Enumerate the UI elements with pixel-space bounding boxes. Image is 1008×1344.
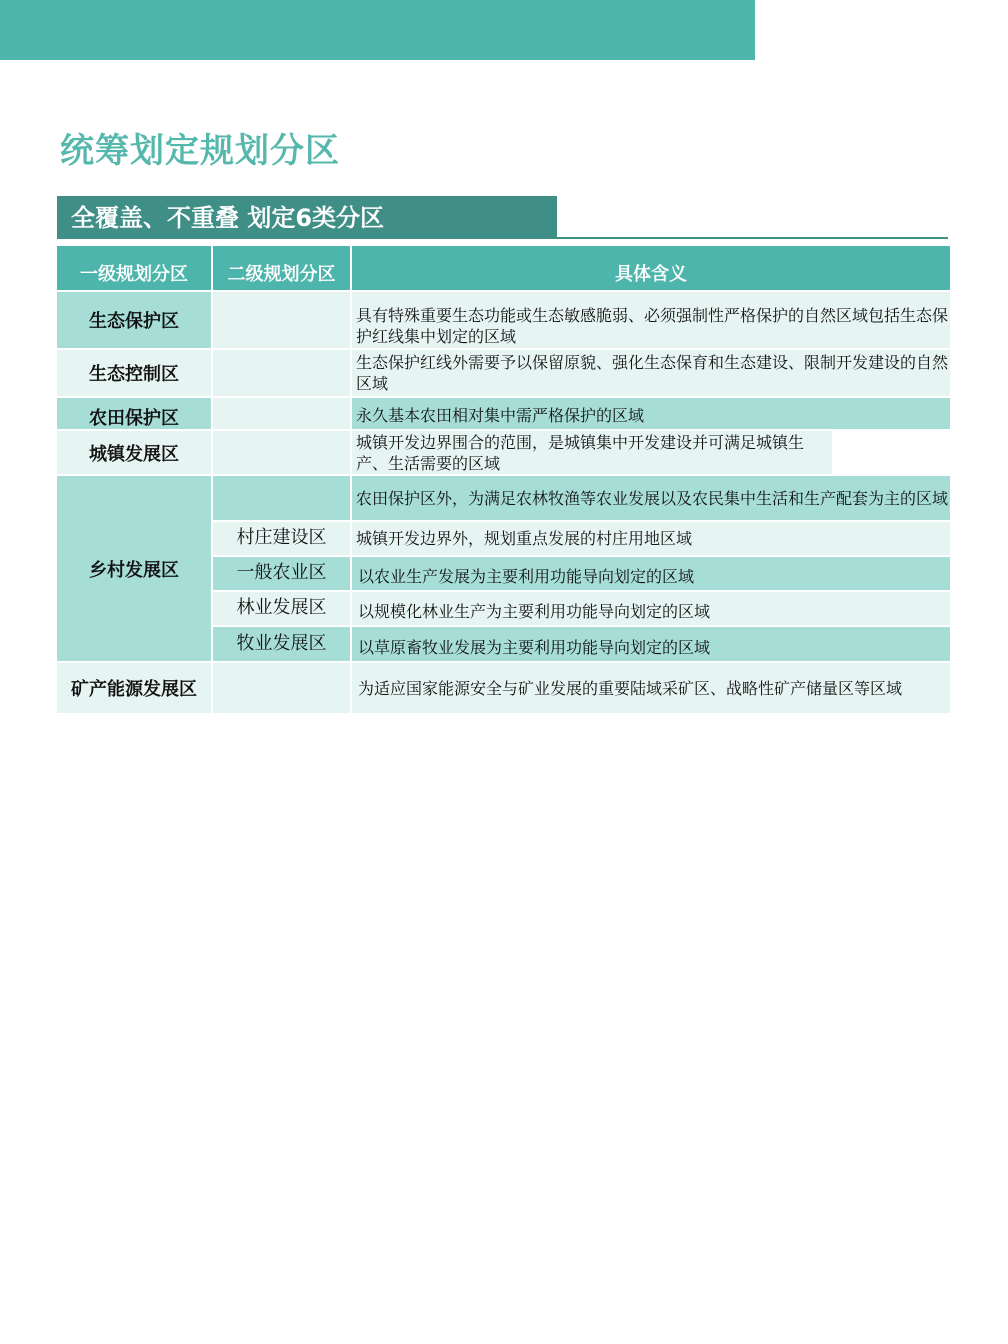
- table-row-meaning: 以草原畜牧业发展为主要利用功能导向划定的区域: [352, 627, 950, 661]
- header-meaning: 具体含义: [352, 246, 950, 290]
- table-row-level2: [213, 350, 350, 396]
- table-row-level2: [213, 431, 350, 474]
- table-row-meaning: 永久基本农田相对集中需严格保护的区域: [352, 398, 950, 429]
- table-row-meaning: 城镇开发边界外，规划重点发展的村庄用地区域: [352, 522, 950, 555]
- table-row-meaning: 以农业生产发展为主要利用功能导向划定的区域: [352, 557, 950, 590]
- table-row-meaning: 城镇开发边界围合的范围，是城镇集中开发建设并可满足城镇生产、生活需要的区域: [352, 431, 832, 474]
- table-row-level2: 林业发展区: [213, 592, 350, 625]
- table-row-level2: [213, 663, 350, 713]
- table-row-level2: 村庄建设区: [213, 522, 350, 555]
- table-row-level1: 生态保护区: [57, 292, 211, 348]
- header-level1: 一级规划分区: [57, 246, 211, 290]
- table-row-level1: 矿产能源发展区: [57, 663, 211, 713]
- table-row-meaning: 具有特殊重要生态功能或生态敏感脆弱、必须强制性严格保护的自然区域包括生态保护红线集中划定的区域: [352, 292, 950, 348]
- table-row-level2: [213, 398, 350, 429]
- table-row-level1: 农田保护区: [57, 398, 211, 429]
- table-row-level2: 一般农业区: [213, 557, 350, 590]
- table-row-meaning: 为适应国家能源安全与矿业发展的重要陆域采矿区、战略性矿产储量区等区域: [352, 663, 950, 713]
- table-row-level1: 生态控制区: [57, 350, 211, 396]
- table-row-level2: 牧业发展区: [213, 627, 350, 661]
- top-color-band: [0, 0, 755, 60]
- section-subtitle: 全覆盖、不重叠 划定6类分区: [57, 196, 557, 238]
- subtitle-divider: [57, 237, 948, 239]
- header-level2: 二级规划分区: [213, 246, 350, 290]
- table-row-meaning: 以规模化林业生产为主要利用功能导向划定的区域: [352, 592, 950, 625]
- table-row-level1: 乡村发展区: [57, 476, 211, 661]
- table-row-level1: 城镇发展区: [57, 431, 211, 474]
- table-row-level2: [213, 292, 350, 348]
- page-title: 统筹划定规划分区: [60, 131, 340, 171]
- table-row-meaning: 农田保护区外，为满足农林牧渔等农业发展以及农民集中生活和生产配套为主的区域: [352, 476, 950, 520]
- table-row-meaning: 生态保护红线外需要予以保留原貌、强化生态保育和生态建设、限制开发建设的自然区域: [352, 350, 950, 396]
- table-row-level2: [213, 476, 350, 520]
